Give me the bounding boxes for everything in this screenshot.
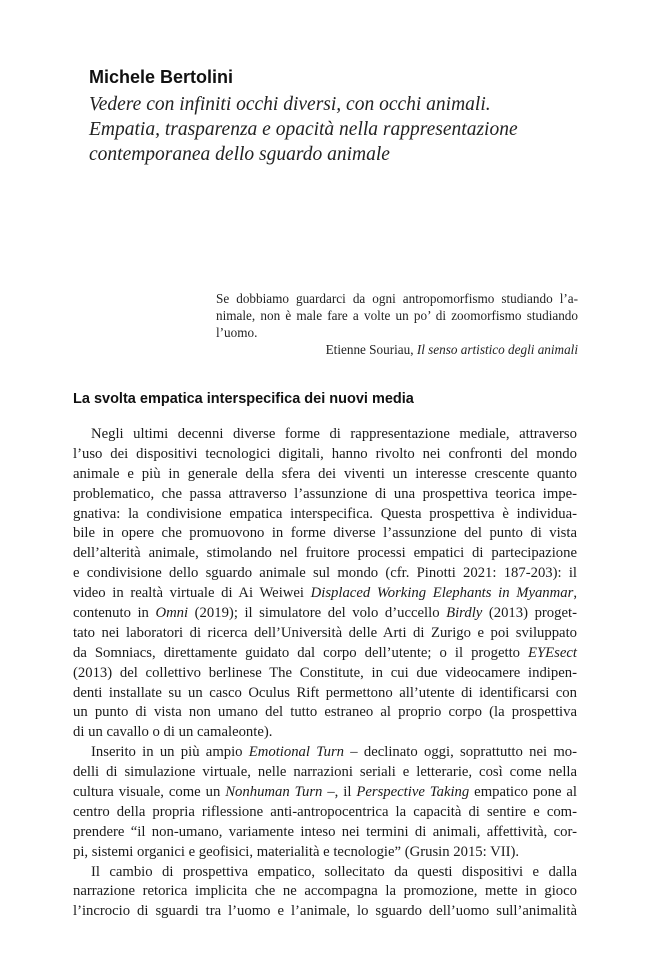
body-line bbox=[73, 624, 577, 644]
chapter-title-line: Vedere con infiniti occhi diversi, con occhi animali. bbox=[89, 94, 491, 115]
body-text-segment: centro della propria riflessione anti-antropocentrica la capacità di sentire e com- bbox=[73, 803, 577, 820]
chapter-author: Michele Bertolini bbox=[89, 67, 234, 87]
body-line bbox=[73, 644, 577, 664]
body-line bbox=[73, 803, 577, 823]
body-text-segment: video in realtà virtuale di Ai Weiwei bbox=[73, 585, 311, 602]
body-text-segment: da Somniacs, direttamente guidato dal corpo dell’utente; o il progetto bbox=[73, 644, 529, 661]
body-text-segment: – declinato oggi, soprattutto nei mo- bbox=[344, 744, 577, 761]
body-text-segment: l’incrocio di sguardi tra l’uomo e l’animale, lo sguardo dell’uomo sull’animalità bbox=[73, 903, 577, 920]
body-italic-title: Displaced Working Elephants in Myanmar bbox=[310, 585, 574, 602]
body-line bbox=[73, 425, 577, 445]
body-text-segment: problematico, che passa attraverso l’assunzione di una prospettiva teorica impe- bbox=[73, 485, 577, 502]
body-line bbox=[73, 544, 577, 564]
chapter-title bbox=[89, 92, 549, 167]
body-text-segment: (2019); il simulatore del volo d’uccello bbox=[188, 605, 447, 622]
body-text-segment: delli di simulazione virtuale, nelle narrazioni seriali e letterarie, così come nella bbox=[73, 764, 577, 781]
epigraph-attribution bbox=[216, 341, 578, 358]
body-text-segment: cultura visuale, come un bbox=[73, 784, 226, 801]
body-line bbox=[73, 902, 577, 922]
body-text-segment: (2013) del collettivo berlinese The Constitute, in cui due videocamere indipen- bbox=[73, 664, 577, 681]
body-text-segment: l’uso dei dispositivi tecnologici digitali, hanno rivolto nei confronti del mondo bbox=[73, 445, 577, 462]
body-line bbox=[73, 564, 577, 584]
body-text-segment: (2013) proget- bbox=[482, 605, 577, 622]
body-text-segment: denti installate su un casco Oculus Rift permettono all’utente di identificarsi con bbox=[73, 684, 577, 701]
section-heading: La svolta empatica interspecifica dei nuovi media bbox=[73, 391, 414, 407]
body-line bbox=[73, 505, 577, 525]
body-line bbox=[73, 743, 577, 763]
body-line bbox=[73, 703, 577, 723]
body-line bbox=[73, 524, 577, 544]
epigraph-line: Se dobbiamo guardarci da ogni antropomorfismo studiando l’a- bbox=[216, 291, 578, 306]
body-text-segment: , bbox=[573, 585, 577, 602]
body-text-segment: –, il bbox=[322, 784, 357, 801]
body-line bbox=[73, 843, 577, 863]
chapter-title-line: contemporanea dello sguardo animale bbox=[89, 144, 390, 165]
epigraph bbox=[216, 290, 578, 358]
body-text-segment: Inserito in un più ampio bbox=[91, 744, 249, 761]
body-line bbox=[73, 465, 577, 485]
body-italic-title: Omni bbox=[155, 605, 189, 622]
body-line bbox=[73, 863, 577, 883]
body-text-segment: gnativa: la condivisione empatica interspecifica. Questa prospettiva è individua- bbox=[73, 505, 577, 522]
body-text-segment: tato nei laboratori di ricerca dell’Università delle Arti di Zurigo e poi sviluppato bbox=[73, 624, 577, 641]
body-text-segment: contenuto in bbox=[73, 605, 156, 622]
body-text-segment: empatico pone al bbox=[469, 784, 577, 801]
body-line bbox=[73, 783, 577, 803]
epigraph-attribution-work: Il senso artistico degli animali bbox=[416, 342, 578, 357]
body-text-segment: di un cavallo o di un camaleonte). bbox=[73, 724, 273, 741]
body-text-segment: dell’alterità animale, stimolando nel fruitore processi empatici di partecipazione bbox=[73, 545, 577, 562]
body-line bbox=[73, 664, 577, 684]
body-italic-title: Perspective Taking bbox=[356, 784, 470, 801]
body-italic-title: Birdly bbox=[446, 605, 483, 622]
body-italic-title: Nonhuman Turn bbox=[225, 784, 323, 801]
body-line bbox=[73, 485, 577, 505]
body-line bbox=[73, 584, 577, 604]
body-line bbox=[73, 882, 577, 902]
body-text-segment: Negli ultimi decenni diverse forme di rappresentazione mediale, attraverso bbox=[91, 426, 577, 442]
body-text-segment: bile in opere che promuovono in forme diverse l’assunzione del punto di vista bbox=[73, 525, 577, 542]
body-text-segment: pi, sistemi organici e geofisici, materialità e tecnologie” (Grusin 2015: VII). bbox=[73, 843, 520, 860]
chapter-title-line: Empatia, trasparenza e opacità nella rappresentazione bbox=[89, 119, 518, 140]
body-text bbox=[73, 425, 577, 922]
body-italic-title: EYEsect bbox=[528, 644, 577, 661]
body-line bbox=[73, 723, 577, 743]
body-line bbox=[73, 823, 577, 843]
epigraph-line: l’uomo. bbox=[216, 325, 258, 340]
body-text-segment: prendere “il non-umano, variamente inteso nei termini di animali, affettività, cor- bbox=[73, 823, 577, 840]
body-text-segment: Il cambio di prospettiva empatico, sollecitato da questi dispositivi e dalla bbox=[91, 863, 577, 880]
body-line bbox=[73, 445, 577, 465]
body-text-segment: un punto di vista non umano del tutto estraneo al proprio corpo (la prospettiva bbox=[73, 704, 577, 721]
body-line bbox=[73, 604, 577, 624]
epigraph-line: nimale, non è male fare a volte un po’ di zoomorfismo studiando bbox=[216, 308, 578, 323]
body-text-segment: narrazione retorica implicita che ne accompagna la promozione, mette in gioco bbox=[73, 883, 577, 900]
epigraph-attribution-author: Etienne Souriau, bbox=[325, 342, 417, 357]
body-text-segment: e condivisione dello sguardo animale sul mondo (cfr. Pinotti 2021: 187-203): il bbox=[73, 565, 577, 582]
body-italic-title: Emotional Turn bbox=[248, 744, 345, 761]
body-line bbox=[73, 763, 577, 783]
body-text-segment: animale e più in generale della sfera dei viventi un interesse crescente quanto bbox=[73, 465, 577, 482]
body-line bbox=[73, 684, 577, 704]
